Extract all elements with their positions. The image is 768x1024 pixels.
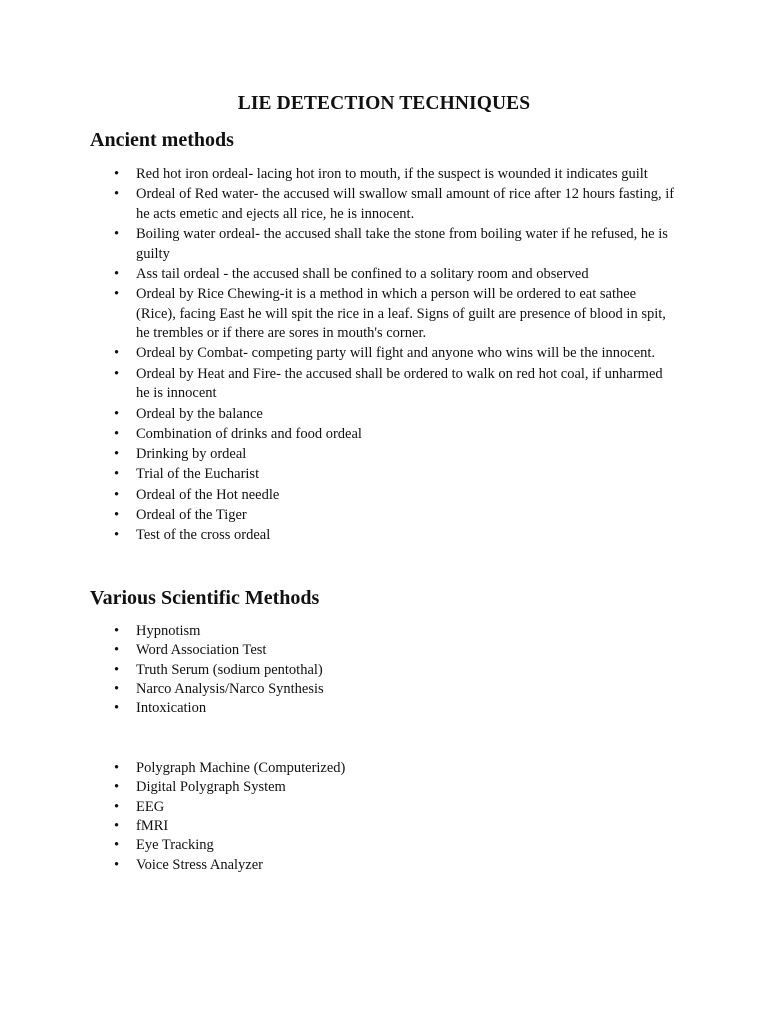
- list-item-text: EEG: [136, 798, 165, 815]
- bullet-icon: •: [114, 265, 120, 282]
- list-item: [114, 165, 676, 185]
- list-item: [114, 526, 676, 546]
- bullet-icon: •: [114, 466, 120, 483]
- list-item-text: fMRI: [136, 817, 169, 834]
- section-heading-scientific: Various Scientific Methods: [90, 587, 320, 609]
- list-item-text: Ass tail ordeal - the accused shall be confined to a solitary room and observed: [136, 265, 589, 282]
- list-item: [114, 778, 676, 798]
- bullet-icon: •: [114, 527, 120, 544]
- bullet-icon: •: [114, 425, 120, 442]
- list-item-text: Ordeal by Combat- competing party will fight and anyone who wins will be the innocent.: [136, 345, 656, 362]
- list-item-text: Word Association Test: [136, 642, 267, 659]
- list-item-text: Ordeal of the Hot needle: [136, 486, 280, 503]
- list-item: [114, 798, 676, 818]
- list-item: [114, 817, 676, 837]
- list-item: [114, 661, 676, 681]
- list-item-text: Test of the cross ordeal: [136, 527, 271, 544]
- list-item: [114, 836, 676, 856]
- list-item-text: Ordeal by Heat and Fire- the accused shall be ordered to walk on red hot coal, if unharmed he is innocent: [136, 365, 663, 402]
- list-item: [114, 641, 676, 661]
- bullet-icon: •: [114, 817, 120, 834]
- bullet-icon: •: [114, 760, 120, 776]
- list-item: [114, 285, 676, 344]
- bullet-icon: •: [114, 226, 120, 243]
- list-item-text: Polygraph Machine (Computerized): [136, 760, 346, 776]
- bullet-icon: •: [114, 166, 120, 182]
- bullet-icon: •: [114, 186, 120, 203]
- scientific-methods-list-1: [114, 622, 676, 719]
- scientific-methods-list-2: [114, 759, 676, 875]
- list-item-text: Digital Polygraph System: [136, 779, 286, 796]
- list-item: [114, 699, 676, 719]
- section-heading-ancient: Ancient methods: [90, 129, 234, 151]
- bullet-icon: •: [114, 642, 120, 659]
- bullet-icon: •: [114, 798, 120, 815]
- list-item-text: Ordeal of Red water- the accused will swallow small amount of rice after 12 hours fasting, if he acts emetic and ejects all rice, he is innocent.: [136, 186, 675, 222]
- bullet-icon: •: [114, 700, 120, 717]
- bullet-icon: •: [114, 345, 120, 362]
- list-item-text: Hypnotism: [136, 623, 201, 639]
- list-item: [114, 344, 676, 364]
- list-item: [114, 445, 676, 465]
- bullet-icon: •: [114, 405, 120, 422]
- list-item-text: Truth Serum (sodium pentothal): [136, 661, 323, 678]
- list-item-text: Trial of the Eucharist: [136, 466, 260, 483]
- list-item-text: Voice Stress Analyzer: [136, 856, 263, 873]
- bullet-icon: •: [114, 507, 120, 524]
- list-item: [114, 759, 676, 779]
- list-item-text: Ordeal of the Tiger: [136, 507, 247, 524]
- bullet-icon: •: [114, 856, 120, 873]
- list-item: [114, 465, 676, 485]
- list-item: [114, 405, 676, 425]
- list-item-text: Ordeal by Rice Chewing-it is a method in which a person will be ordered to eat sathee (Rice), facing East he will spit the rice in a leaf. Signs of guilt are presence of blood in spit, he trembles or if there are sores in mouth's corner.: [136, 286, 666, 342]
- list-item-text: Combination of drinks and food ordeal: [136, 425, 362, 442]
- page-title: LIE DETECTION TECHNIQUES: [237, 93, 531, 114]
- list-item: [114, 185, 676, 224]
- bullet-icon: •: [114, 286, 120, 303]
- list-item-text: Eye Tracking: [136, 837, 214, 854]
- list-item-text: Intoxication: [136, 700, 207, 717]
- bullet-icon: •: [114, 680, 120, 697]
- list-item-text: Red hot iron ordeal- lacing hot iron to mouth, if the suspect is wounded it indicates guilt: [136, 166, 648, 182]
- list-item: [114, 365, 676, 404]
- list-item-text: Narco Analysis/Narco Synthesis: [136, 680, 324, 697]
- list-item: [114, 506, 676, 526]
- bullet-icon: •: [114, 365, 120, 382]
- bullet-icon: •: [114, 661, 120, 678]
- list-item: [114, 680, 676, 700]
- ancient-methods-list: [114, 165, 676, 547]
- bullet-icon: •: [114, 837, 120, 854]
- bullet-icon: •: [114, 446, 120, 463]
- list-item-text: Drinking by ordeal: [136, 446, 247, 463]
- bullet-icon: •: [114, 623, 120, 639]
- list-item: [114, 486, 676, 506]
- list-item: [114, 265, 676, 285]
- list-item: [114, 622, 676, 642]
- list-item-text: Boiling water ordeal- the accused shall take the stone from boiling water if he refused, he is guilty: [136, 226, 668, 262]
- bullet-icon: •: [114, 486, 120, 503]
- list-item: [114, 425, 676, 445]
- list-item: [114, 856, 676, 876]
- list-item-text: Ordeal by the balance: [136, 405, 263, 422]
- bullet-icon: •: [114, 779, 120, 796]
- list-item: [114, 225, 676, 264]
